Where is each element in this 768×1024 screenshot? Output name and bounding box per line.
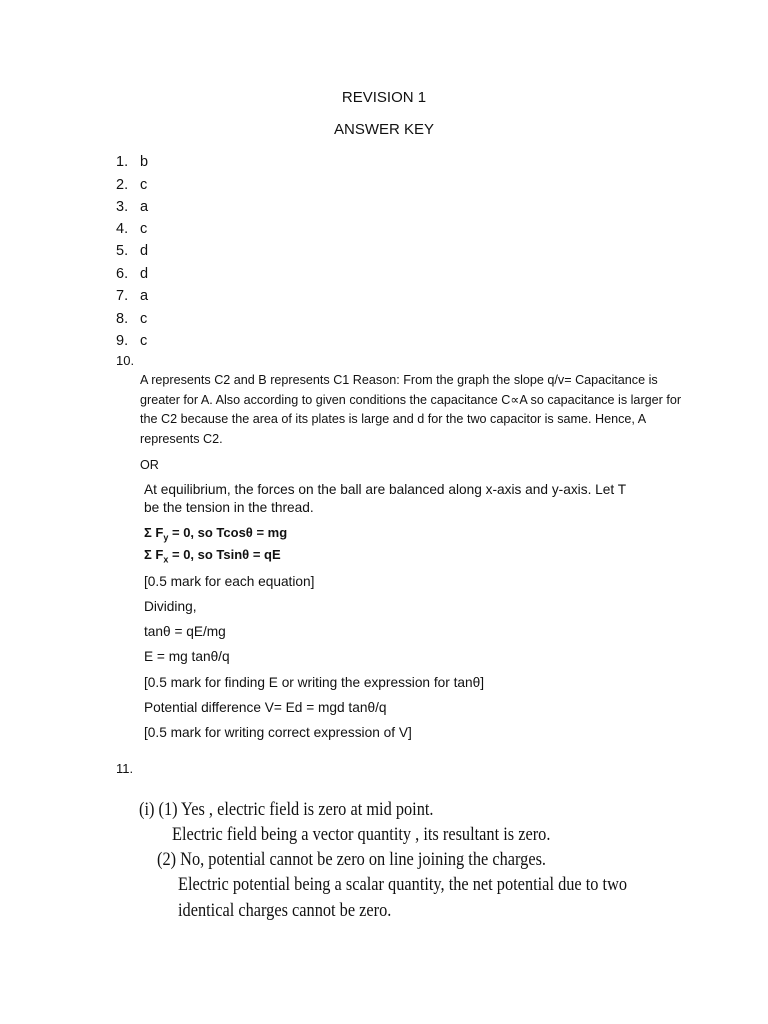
list-item (116, 154, 148, 170)
mark-note-1: [0.5 mark for each equation] (144, 574, 315, 589)
question-number-10: 10. (116, 353, 135, 368)
list-item (116, 333, 147, 349)
or-separator: OR (140, 458, 159, 472)
list-item (116, 266, 148, 282)
answer-letter: a (140, 199, 149, 215)
answer-number: 7. (116, 288, 129, 304)
answer-letter: a (140, 288, 149, 304)
answer-number: 8. (116, 311, 129, 327)
question-number-11: 11. (116, 761, 134, 776)
equation-fx (144, 547, 281, 565)
list-item (116, 243, 148, 259)
tan-equation: tanθ = qE/mg (144, 624, 226, 639)
list-item (116, 311, 147, 327)
page-title: REVISION 1 (341, 89, 427, 106)
equation-fx-prefix: Σ F (144, 547, 164, 562)
alt-intro-line-1: At equilibrium, the forces on the ball are balanced along x-axis and y-axis. Let T (144, 482, 627, 497)
equation-fy-subscript: y (163, 532, 169, 543)
answer-number: 4. (116, 221, 129, 237)
list-item (116, 177, 147, 193)
answer-number: 9. (116, 333, 129, 349)
answer-number: 2. (116, 177, 129, 193)
answer-10-alternative (144, 482, 664, 752)
mark-note-2: [0.5 mark for finding E or writing the expression for tanθ] (144, 675, 485, 690)
list-item (116, 199, 148, 215)
answer-letter: d (140, 243, 149, 259)
answer-number: 6. (116, 266, 129, 282)
page-subtitle: ANSWER KEY (333, 121, 435, 138)
answer-letter: c (140, 333, 148, 349)
answer-11-line-4: Electric potential being a scalar quantity, the net potential due to two (178, 874, 628, 895)
mark-note-3: [0.5 mark for writing correct expression of V] (144, 725, 412, 740)
answer-letter: b (140, 154, 149, 170)
answer-number: 3. (116, 199, 129, 215)
answer-11-line-2: Electric field being a vector quantity , its resultant is zero. (172, 824, 551, 845)
equation-fx-subscript: x (163, 554, 169, 565)
equation-fx-rest: = 0, so Tsinθ = qE (168, 547, 281, 562)
equation-fy-prefix: Σ F (144, 525, 164, 540)
answer-number: 1. (116, 154, 129, 170)
answer-11-line-1: (i) (1) Yes , electric field is zero at mid point. (139, 799, 434, 820)
answer-letter: d (140, 266, 149, 282)
answer-number: 5. (116, 243, 129, 259)
list-item (116, 288, 148, 304)
dividing-label: Dividing, (144, 599, 197, 614)
equation-fy (144, 525, 287, 543)
list-item (116, 221, 147, 237)
answer-letter: c (140, 177, 148, 193)
alt-intro-line-2: be the tension in the thread. (144, 500, 314, 515)
answer-11-line-5: identical charges cannot be zero. (178, 900, 392, 921)
e-equation: E = mg tanθ/q (144, 649, 230, 664)
answer-letter: c (140, 221, 148, 237)
answer-letter: c (140, 311, 148, 327)
answer-11-line-3: (2) No, potential cannot be zero on line joining the charges. (157, 849, 547, 870)
equation-fy-rest: = 0, so Tcosθ = mg (168, 525, 288, 540)
answer-10-paragraph: A represents C2 and B represents C1 Reason: From the graph the slope q/v= Capacitance is greater for A. Also according to given conditions the capacitance C∝A so capacitance is larger for the C2 because the area of its plates is large and d for the two capacitor is same. Hence, A represents C2. (140, 373, 682, 446)
potential-equation: Potential difference V= Ed = mgd tanθ/q (144, 700, 387, 715)
